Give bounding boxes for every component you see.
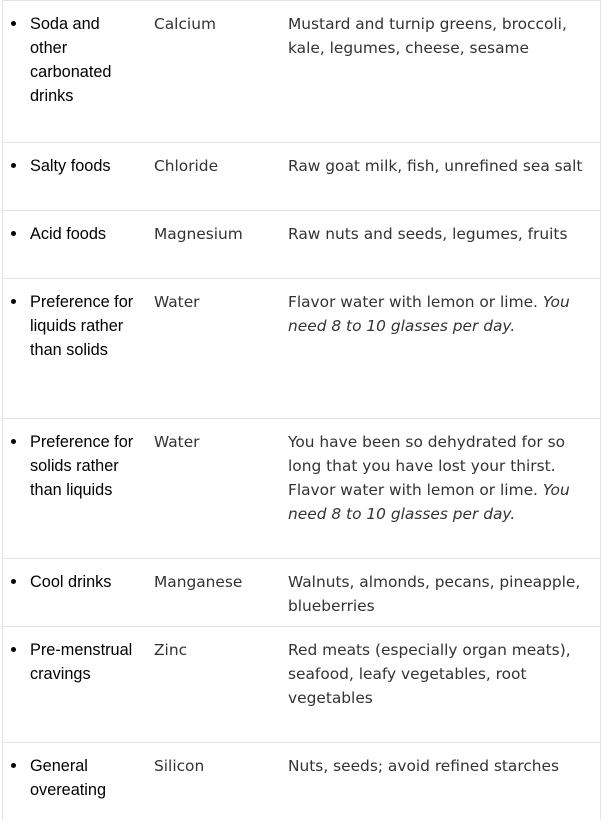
foods-cell [288, 12, 588, 60]
table-row [3, 626, 600, 742]
craving-cell: Salty foods [30, 157, 111, 175]
craving-cell: Pre-menstrual cravings [30, 641, 133, 683]
table-row [3, 0, 600, 142]
foods-note: You need 8 to 10 glasses per day. [288, 481, 570, 523]
bullet-icon [11, 299, 16, 304]
table-row [3, 278, 600, 418]
bullet-icon [11, 163, 16, 168]
craving-cell: Preference for solids rather than liquids [30, 433, 134, 499]
foods-cell [288, 570, 588, 618]
bullet-icon [11, 579, 16, 584]
foods-text: Raw goat milk, fish, unrefined sea salt [288, 157, 583, 175]
nutrient-cell: Water [154, 293, 200, 311]
foods-text: Red meats (especially organ meats), seafood, leafy vegetables, root vegetables [288, 641, 571, 707]
craving-cell: Acid foods [30, 225, 107, 243]
bullet-icon [11, 439, 16, 444]
craving-cell: Preference for liquids rather than solids [30, 293, 134, 359]
nutrient-cell: Manganese [154, 573, 243, 591]
craving-cell: General overeating [30, 757, 107, 799]
table-row [3, 418, 600, 558]
foods-cell [288, 222, 588, 246]
foods-note: You need 8 to 10 glasses per day. [288, 293, 570, 335]
bullet-icon [11, 647, 16, 652]
foods-cell [288, 154, 588, 178]
foods-text: Raw nuts and seeds, legumes, fruits [288, 225, 568, 243]
foods-cell [288, 754, 588, 778]
table-row [3, 558, 600, 626]
table-row [3, 142, 600, 210]
foods-cell [288, 638, 588, 710]
foods-text: Flavor water with lemon or lime. [288, 293, 538, 311]
bullet-icon [11, 231, 16, 236]
nutrient-cell: Silicon [154, 757, 205, 775]
craving-cell: Soda and other carbonated drinks [30, 15, 112, 105]
foods-text: Mustard and turnip greens, broccoli, kale, legumes, cheese, sesame [288, 15, 567, 57]
table-row [3, 742, 600, 820]
bullet-icon [11, 763, 16, 768]
cravings-table [2, 0, 601, 820]
foods-cell [288, 290, 588, 338]
nutrient-cell: Water [154, 433, 200, 451]
nutrient-cell: Chloride [154, 157, 219, 175]
craving-cell: Cool drinks [30, 573, 112, 591]
nutrient-cell: Calcium [154, 15, 216, 33]
foods-cell [288, 430, 588, 526]
nutrient-cell: Zinc [154, 641, 188, 659]
foods-text: You have been so dehydrated for so long that you have lost your thirst. Flavor water with lemon or lime. [288, 433, 566, 499]
foods-text: Nuts, seeds; avoid refined starches [288, 757, 560, 775]
foods-text: Walnuts, almonds, pecans, pineapple, blueberries [288, 573, 581, 615]
bullet-icon [11, 21, 16, 26]
nutrient-cell: Magnesium [154, 225, 243, 243]
table-row [3, 210, 600, 278]
